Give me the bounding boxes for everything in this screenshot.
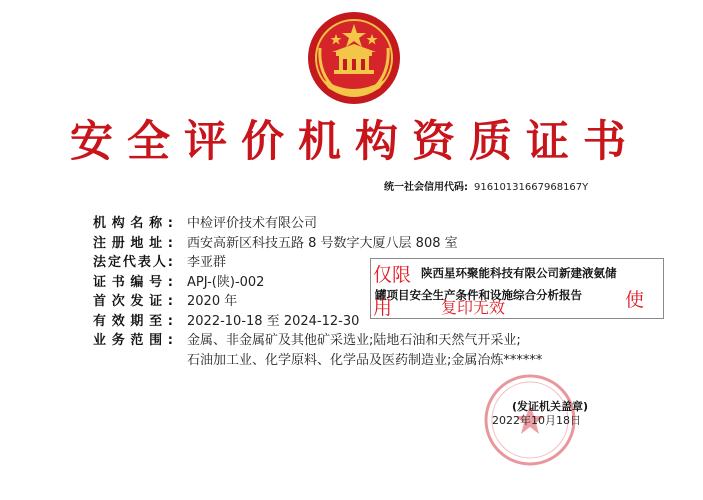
issuing-authority-label: (发证机关盖章): [512, 400, 589, 413]
field-registered-address: [93, 232, 663, 252]
field-label: 首次发证:: [93, 294, 173, 310]
stamp-project-line: 罐项目安全生产条件和设施综合分析报告: [375, 288, 582, 302]
stamp-company-line: 陕西星环聚能科技有限公司新建液氨储: [421, 266, 617, 280]
field-value: APJ-(陕)-002: [187, 274, 265, 290]
field-label: 业务范围:: [93, 333, 173, 349]
field-label: 注册地址:: [93, 235, 173, 251]
field-value: 金属、非金属矿及其他矿采选业;陆地石油和天然气开采业;: [187, 333, 521, 349]
stamp-word: 复印无效: [441, 298, 506, 317]
field-organization-name: [93, 212, 663, 232]
field-label: 有效期至:: [93, 313, 173, 329]
stamp-word: 用: [373, 297, 393, 319]
field-value: 2022-10-18 至 2024-12-30: [187, 313, 360, 329]
field-value: 2020 年: [187, 294, 238, 310]
business-scope-continuation: [93, 349, 663, 369]
stamp-word: 仅限: [373, 264, 412, 286]
certificate-title: 安全评价机构资质证书: [70, 117, 640, 167]
usage-restriction-stamp: [370, 258, 664, 319]
field-value: 中检评价技术有限公司: [187, 216, 318, 232]
field-label: 证书编号:: [93, 274, 173, 290]
national-emblem-icon: [302, 8, 406, 108]
field-label: 机构名称:: [93, 216, 173, 232]
stamp-word: 使: [625, 289, 645, 311]
field-value: 石油加工业、化学原料、化学品及医药制造业;金属冶炼******: [187, 352, 543, 368]
field-value: 西安高新区科技五路 8 号数字大厦八层 808 室: [187, 235, 458, 251]
field-value: 李亚群: [187, 255, 227, 271]
field-business-scope: [93, 329, 663, 349]
field-label: 法定代表人:: [93, 255, 173, 271]
credit-code-label: 统一社会信用代码:: [384, 182, 468, 193]
credit-code: [384, 178, 588, 193]
credit-code-value: 91610131667968167Y: [474, 182, 589, 193]
issue-date: 2022年10月18日: [492, 414, 581, 427]
